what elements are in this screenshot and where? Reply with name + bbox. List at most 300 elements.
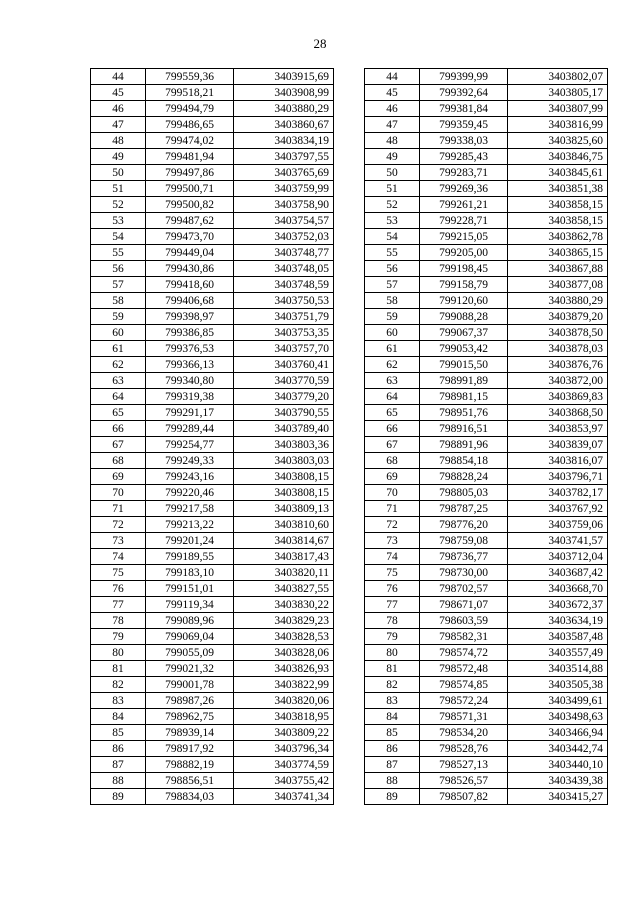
- point-number: 56: [365, 261, 420, 277]
- y-coordinate: 3403915,69: [234, 69, 334, 85]
- table-row: [365, 773, 608, 789]
- x-coordinate: 799158,79: [420, 277, 508, 293]
- point-number: 60: [365, 325, 420, 341]
- y-coordinate: 3403853,97: [508, 421, 608, 437]
- y-coordinate: 3403809,22: [234, 725, 334, 741]
- x-coordinate: 799201,24: [146, 533, 234, 549]
- x-coordinate: 799088,28: [420, 309, 508, 325]
- point-number: 54: [91, 229, 146, 245]
- point-number: 57: [91, 277, 146, 293]
- x-coordinate: 799399,99: [420, 69, 508, 85]
- x-coordinate: 799500,71: [146, 181, 234, 197]
- x-coordinate: 798526,57: [420, 773, 508, 789]
- x-coordinate: 799220,46: [146, 485, 234, 501]
- point-number: 58: [91, 293, 146, 309]
- table-row: [91, 677, 334, 693]
- point-number: 64: [365, 389, 420, 405]
- table-row: [365, 741, 608, 757]
- y-coordinate: 3403748,05: [234, 261, 334, 277]
- y-coordinate: 3403820,06: [234, 693, 334, 709]
- table-row: [365, 565, 608, 581]
- table-row: [365, 437, 608, 453]
- table-row: [365, 117, 608, 133]
- table-row: [365, 149, 608, 165]
- point-number: 53: [91, 213, 146, 229]
- x-coordinate: 799213,22: [146, 517, 234, 533]
- point-number: 44: [91, 69, 146, 85]
- y-coordinate: 3403748,77: [234, 245, 334, 261]
- y-coordinate: 3403851,38: [508, 181, 608, 197]
- table-row: [91, 469, 334, 485]
- point-number: 78: [365, 613, 420, 629]
- y-coordinate: 3403860,67: [234, 117, 334, 133]
- point-number: 54: [365, 229, 420, 245]
- table-row: [365, 517, 608, 533]
- table-row: [91, 229, 334, 245]
- x-coordinate: 798962,75: [146, 709, 234, 725]
- table-row: [365, 181, 608, 197]
- x-coordinate: 799067,37: [420, 325, 508, 341]
- point-number: 83: [365, 693, 420, 709]
- point-number: 57: [365, 277, 420, 293]
- x-coordinate: 798507,82: [420, 789, 508, 805]
- x-coordinate: 799487,62: [146, 213, 234, 229]
- table-row: [91, 101, 334, 117]
- x-coordinate: 799189,55: [146, 549, 234, 565]
- table-row: [91, 453, 334, 469]
- x-coordinate: 798828,24: [420, 469, 508, 485]
- point-number: 76: [91, 581, 146, 597]
- x-coordinate: 799291,17: [146, 405, 234, 421]
- point-number: 56: [91, 261, 146, 277]
- x-coordinate: 799119,34: [146, 597, 234, 613]
- point-number: 53: [365, 213, 420, 229]
- table-row: [365, 693, 608, 709]
- table-row: [91, 613, 334, 629]
- y-coordinate: 3403634,19: [508, 613, 608, 629]
- table-row: [365, 373, 608, 389]
- point-number: 87: [91, 757, 146, 773]
- x-coordinate: 799217,58: [146, 501, 234, 517]
- x-coordinate: 799381,84: [420, 101, 508, 117]
- x-coordinate: 799497,86: [146, 165, 234, 181]
- table-row: [91, 629, 334, 645]
- x-coordinate: 799418,60: [146, 277, 234, 293]
- table-row: [365, 453, 608, 469]
- x-coordinate: 799120,60: [420, 293, 508, 309]
- table-row: [365, 629, 608, 645]
- x-coordinate: 799261,21: [420, 197, 508, 213]
- point-number: 61: [91, 341, 146, 357]
- x-coordinate: 799406,68: [146, 293, 234, 309]
- x-coordinate: 799183,10: [146, 565, 234, 581]
- point-number: 65: [365, 405, 420, 421]
- x-coordinate: 799249,33: [146, 453, 234, 469]
- y-coordinate: 3403760,41: [234, 357, 334, 373]
- table-row: [365, 101, 608, 117]
- table-row: [91, 245, 334, 261]
- x-coordinate: 798702,57: [420, 581, 508, 597]
- y-coordinate: 3403865,15: [508, 245, 608, 261]
- table-row: [91, 181, 334, 197]
- x-coordinate: 799500,82: [146, 197, 234, 213]
- table-row: [365, 645, 608, 661]
- point-number: 79: [365, 629, 420, 645]
- point-number: 72: [365, 517, 420, 533]
- x-coordinate: 798759,08: [420, 533, 508, 549]
- y-coordinate: 3403830,22: [234, 597, 334, 613]
- point-number: 89: [365, 789, 420, 805]
- y-coordinate: 3403880,29: [234, 101, 334, 117]
- x-coordinate: 798776,20: [420, 517, 508, 533]
- point-number: 71: [365, 501, 420, 517]
- x-coordinate: 798951,76: [420, 405, 508, 421]
- y-coordinate: 3403774,59: [234, 757, 334, 773]
- x-coordinate: 799151,01: [146, 581, 234, 597]
- y-coordinate: 3403765,69: [234, 165, 334, 181]
- x-coordinate: 798882,19: [146, 757, 234, 773]
- table-row: [365, 309, 608, 325]
- table-row: [91, 165, 334, 181]
- point-number: 62: [365, 357, 420, 373]
- y-coordinate: 3403668,70: [508, 581, 608, 597]
- x-coordinate: 798534,20: [420, 725, 508, 741]
- point-number: 52: [91, 197, 146, 213]
- point-number: 45: [91, 85, 146, 101]
- y-coordinate: 3403878,03: [508, 341, 608, 357]
- table-row: [365, 277, 608, 293]
- y-coordinate: 3403687,42: [508, 565, 608, 581]
- x-coordinate: 798854,18: [420, 453, 508, 469]
- table-row: [91, 405, 334, 421]
- point-number: 66: [365, 421, 420, 437]
- x-coordinate: 799215,05: [420, 229, 508, 245]
- point-number: 87: [365, 757, 420, 773]
- y-coordinate: 3403505,38: [508, 677, 608, 693]
- table-row: [365, 341, 608, 357]
- table-row: [91, 373, 334, 389]
- y-coordinate: 3403829,23: [234, 613, 334, 629]
- point-number: 69: [91, 469, 146, 485]
- x-coordinate: 799340,80: [146, 373, 234, 389]
- y-coordinate: 3403817,43: [234, 549, 334, 565]
- x-coordinate: 798603,59: [420, 613, 508, 629]
- point-number: 50: [91, 165, 146, 181]
- x-coordinate: 798856,51: [146, 773, 234, 789]
- point-number: 59: [365, 309, 420, 325]
- point-number: 88: [91, 773, 146, 789]
- point-number: 86: [365, 741, 420, 757]
- y-coordinate: 3403770,59: [234, 373, 334, 389]
- table-row: [91, 565, 334, 581]
- y-coordinate: 3403816,07: [508, 453, 608, 469]
- point-number: 74: [365, 549, 420, 565]
- table-row: [365, 197, 608, 213]
- x-coordinate: 798730,00: [420, 565, 508, 581]
- point-number: 48: [365, 133, 420, 149]
- table-row: [365, 229, 608, 245]
- point-number: 74: [91, 549, 146, 565]
- x-coordinate: 799392,64: [420, 85, 508, 101]
- x-coordinate: 799053,42: [420, 341, 508, 357]
- point-number: 89: [91, 789, 146, 805]
- table-row: [365, 389, 608, 405]
- x-coordinate: 798571,31: [420, 709, 508, 725]
- y-coordinate: 3403834,19: [234, 133, 334, 149]
- x-coordinate: 799269,36: [420, 181, 508, 197]
- point-number: 77: [365, 597, 420, 613]
- coordinates-table-left: [90, 68, 334, 805]
- x-coordinate: 799089,96: [146, 613, 234, 629]
- x-coordinate: 799021,32: [146, 661, 234, 677]
- table-row: [365, 581, 608, 597]
- point-number: 81: [365, 661, 420, 677]
- point-number: 46: [91, 101, 146, 117]
- table-row: [365, 133, 608, 149]
- table-row: [365, 501, 608, 517]
- x-coordinate: 799474,02: [146, 133, 234, 149]
- point-number: 82: [365, 677, 420, 693]
- table-row: [365, 357, 608, 373]
- table-row: [91, 437, 334, 453]
- y-coordinate: 3403752,03: [234, 229, 334, 245]
- table-row: [365, 725, 608, 741]
- y-coordinate: 3403440,10: [508, 757, 608, 773]
- y-coordinate: 3403759,99: [234, 181, 334, 197]
- x-coordinate: 798981,15: [420, 389, 508, 405]
- x-coordinate: 798671,07: [420, 597, 508, 613]
- y-coordinate: 3403816,99: [508, 117, 608, 133]
- x-coordinate: 798736,77: [420, 549, 508, 565]
- point-number: 51: [91, 181, 146, 197]
- x-coordinate: 798528,76: [420, 741, 508, 757]
- point-number: 62: [91, 357, 146, 373]
- y-coordinate: 3403789,40: [234, 421, 334, 437]
- x-coordinate: 798805,03: [420, 485, 508, 501]
- table-row: [91, 197, 334, 213]
- y-coordinate: 3403514,88: [508, 661, 608, 677]
- x-coordinate: 798916,51: [420, 421, 508, 437]
- y-coordinate: 3403867,88: [508, 261, 608, 277]
- point-number: 58: [365, 293, 420, 309]
- x-coordinate: 799486,65: [146, 117, 234, 133]
- point-number: 70: [91, 485, 146, 501]
- y-coordinate: 3403750,53: [234, 293, 334, 309]
- x-coordinate: 799285,43: [420, 149, 508, 165]
- point-number: 49: [91, 149, 146, 165]
- x-coordinate: 798572,24: [420, 693, 508, 709]
- point-number: 88: [365, 773, 420, 789]
- y-coordinate: 3403748,59: [234, 277, 334, 293]
- y-coordinate: 3403754,57: [234, 213, 334, 229]
- page-number: 28: [313, 36, 327, 51]
- table-row: [91, 501, 334, 517]
- point-number: 67: [365, 437, 420, 453]
- point-number: 69: [365, 469, 420, 485]
- x-coordinate: 799376,53: [146, 341, 234, 357]
- point-number: 55: [91, 245, 146, 261]
- y-coordinate: 3403767,92: [508, 501, 608, 517]
- y-coordinate: 3403828,53: [234, 629, 334, 645]
- table-row: [91, 117, 334, 133]
- y-coordinate: 3403877,08: [508, 277, 608, 293]
- x-coordinate: 799518,21: [146, 85, 234, 101]
- x-coordinate: 799559,36: [146, 69, 234, 85]
- y-coordinate: 3403858,15: [508, 197, 608, 213]
- point-number: 85: [365, 725, 420, 741]
- x-coordinate: 798834,03: [146, 789, 234, 805]
- point-number: 80: [91, 645, 146, 661]
- table-row: [91, 533, 334, 549]
- table-row: [91, 789, 334, 805]
- table-row: [365, 469, 608, 485]
- x-coordinate: 798527,13: [420, 757, 508, 773]
- point-number: 49: [365, 149, 420, 165]
- y-coordinate: 3403587,48: [508, 629, 608, 645]
- point-number: 67: [91, 437, 146, 453]
- y-coordinate: 3403466,94: [508, 725, 608, 741]
- y-coordinate: 3403499,61: [508, 693, 608, 709]
- point-number: 63: [365, 373, 420, 389]
- point-number: 44: [365, 69, 420, 85]
- y-coordinate: 3403880,29: [508, 293, 608, 309]
- y-coordinate: 3403839,07: [508, 437, 608, 453]
- table-row: [91, 693, 334, 709]
- x-coordinate: 798572,48: [420, 661, 508, 677]
- table-row: [91, 485, 334, 501]
- x-coordinate: 799319,38: [146, 389, 234, 405]
- y-coordinate: 3403672,37: [508, 597, 608, 613]
- point-number: 70: [365, 485, 420, 501]
- y-coordinate: 3403876,76: [508, 357, 608, 373]
- table-row: [91, 213, 334, 229]
- point-number: 46: [365, 101, 420, 117]
- x-coordinate: 799069,04: [146, 629, 234, 645]
- table-row: [365, 213, 608, 229]
- y-coordinate: 3403805,17: [508, 85, 608, 101]
- coordinates-table-right: [364, 68, 608, 805]
- point-number: 47: [365, 117, 420, 133]
- y-coordinate: 3403439,38: [508, 773, 608, 789]
- point-number: 65: [91, 405, 146, 421]
- x-coordinate: 799359,45: [420, 117, 508, 133]
- point-number: 79: [91, 629, 146, 645]
- x-coordinate: 798917,92: [146, 741, 234, 757]
- point-number: 77: [91, 597, 146, 613]
- table-row: [91, 341, 334, 357]
- point-number: 50: [365, 165, 420, 181]
- point-number: 73: [365, 533, 420, 549]
- table-row: [365, 613, 608, 629]
- y-coordinate: 3403879,20: [508, 309, 608, 325]
- table-row: [365, 405, 608, 421]
- y-coordinate: 3403808,15: [234, 469, 334, 485]
- table-row: [365, 533, 608, 549]
- point-number: 68: [91, 453, 146, 469]
- y-coordinate: 3403818,95: [234, 709, 334, 725]
- point-number: 45: [365, 85, 420, 101]
- table-row: [91, 725, 334, 741]
- y-coordinate: 3403741,57: [508, 533, 608, 549]
- table-row: [365, 549, 608, 565]
- table-row: [91, 149, 334, 165]
- table-row: [91, 421, 334, 437]
- y-coordinate: 3403757,70: [234, 341, 334, 357]
- table-row: [91, 85, 334, 101]
- x-coordinate: 799283,71: [420, 165, 508, 181]
- y-coordinate: 3403498,63: [508, 709, 608, 725]
- point-number: 47: [91, 117, 146, 133]
- table-row: [91, 69, 334, 85]
- point-number: 75: [91, 565, 146, 581]
- y-coordinate: 3403557,49: [508, 645, 608, 661]
- y-coordinate: 3403741,34: [234, 789, 334, 805]
- x-coordinate: 799055,09: [146, 645, 234, 661]
- y-coordinate: 3403712,04: [508, 549, 608, 565]
- table-row: [91, 757, 334, 773]
- table-row: [91, 261, 334, 277]
- point-number: 72: [91, 517, 146, 533]
- table-row: [91, 709, 334, 725]
- point-number: 71: [91, 501, 146, 517]
- table-row: [365, 709, 608, 725]
- y-coordinate: 3403442,74: [508, 741, 608, 757]
- x-coordinate: 798891,96: [420, 437, 508, 453]
- point-number: 83: [91, 693, 146, 709]
- point-number: 51: [365, 181, 420, 197]
- x-coordinate: 798787,25: [420, 501, 508, 517]
- x-coordinate: 798582,31: [420, 629, 508, 645]
- table-row: [91, 293, 334, 309]
- point-number: 78: [91, 613, 146, 629]
- x-coordinate: 799015,50: [420, 357, 508, 373]
- y-coordinate: 3403759,06: [508, 517, 608, 533]
- x-coordinate: 799494,79: [146, 101, 234, 117]
- point-number: 85: [91, 725, 146, 741]
- point-number: 55: [365, 245, 420, 261]
- point-number: 80: [365, 645, 420, 661]
- x-coordinate: 798574,85: [420, 677, 508, 693]
- y-coordinate: 3403868,50: [508, 405, 608, 421]
- x-coordinate: 799228,71: [420, 213, 508, 229]
- table-row: [91, 773, 334, 789]
- y-coordinate: 3403803,03: [234, 453, 334, 469]
- table-row: [365, 789, 608, 805]
- y-coordinate: 3403825,60: [508, 133, 608, 149]
- table-row: [365, 661, 608, 677]
- y-coordinate: 3403807,99: [508, 101, 608, 117]
- x-coordinate: 798939,14: [146, 725, 234, 741]
- table-row: [91, 277, 334, 293]
- y-coordinate: 3403751,79: [234, 309, 334, 325]
- y-coordinate: 3403790,55: [234, 405, 334, 421]
- y-coordinate: 3403796,34: [234, 741, 334, 757]
- y-coordinate: 3403753,35: [234, 325, 334, 341]
- y-coordinate: 3403872,00: [508, 373, 608, 389]
- table-row: [365, 293, 608, 309]
- point-number: 52: [365, 197, 420, 213]
- x-coordinate: 798987,26: [146, 693, 234, 709]
- y-coordinate: 3403814,67: [234, 533, 334, 549]
- x-coordinate: 799366,13: [146, 357, 234, 373]
- y-coordinate: 3403845,61: [508, 165, 608, 181]
- table-row: [365, 677, 608, 693]
- y-coordinate: 3403878,50: [508, 325, 608, 341]
- table-row: [91, 517, 334, 533]
- y-coordinate: 3403796,71: [508, 469, 608, 485]
- point-number: 63: [91, 373, 146, 389]
- table-row: [365, 485, 608, 501]
